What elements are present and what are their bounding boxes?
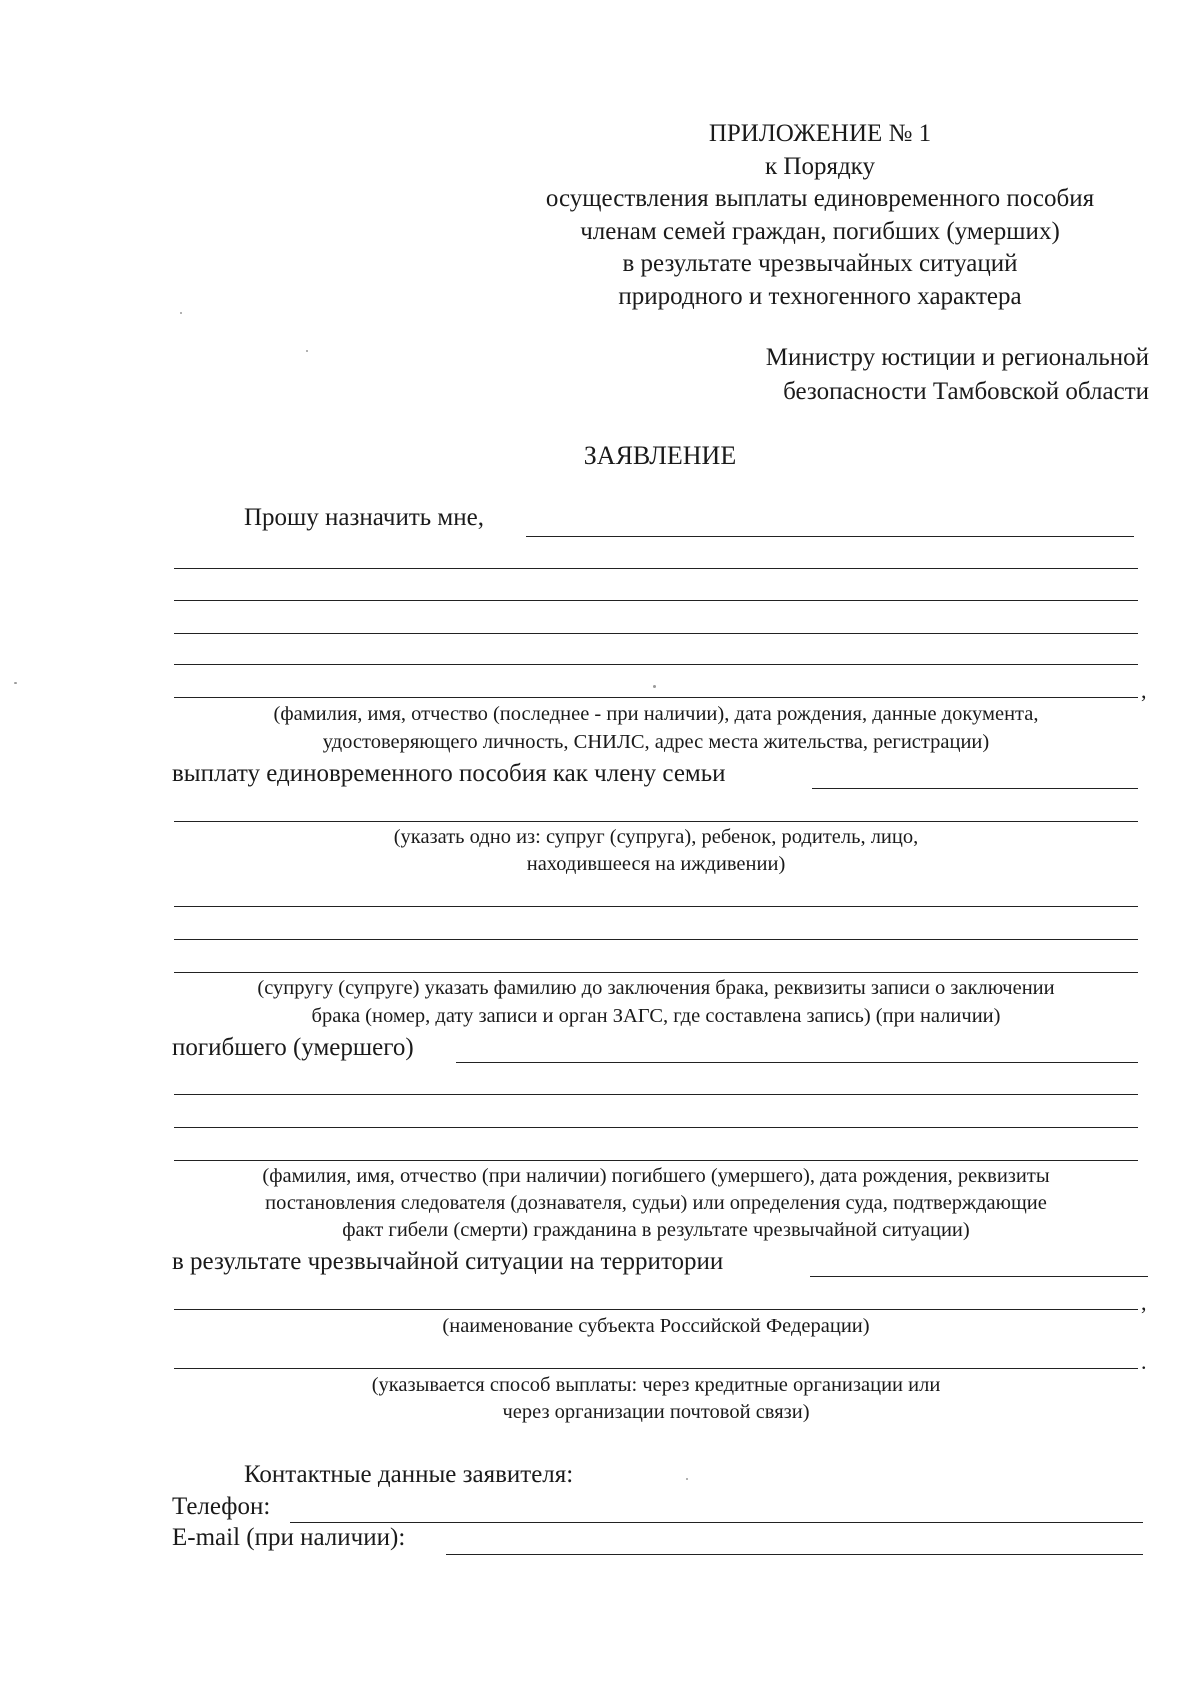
scan-speck: [653, 685, 656, 688]
spouse-input-line[interactable]: [174, 972, 1138, 973]
scan-speck: [306, 350, 308, 352]
scan-speck: [14, 682, 17, 684]
header-line: к Порядку: [765, 153, 875, 180]
hint-spouse: (супругу (супруге) указать фамилию до заключения брака, реквизиты записи о заключении: [257, 977, 1055, 999]
hint-method: через организации почтовой связи): [502, 1401, 810, 1423]
territory-input-line[interactable]: [174, 1309, 1138, 1310]
email-label: E-mail (при наличии):: [172, 1524, 406, 1551]
hint-deceased: постановления следователя (дознавателя, судьи) или определения суда, подтверждающие: [265, 1192, 1047, 1214]
header-line: природного и техногенного характера: [618, 283, 1022, 310]
addressee-line-2: безопасности Тамбовской области: [783, 378, 1149, 405]
territory-label: в результате чрезвычайной ситуации на территории: [172, 1248, 724, 1275]
spouse-input-line[interactable]: [174, 939, 1138, 940]
header-line: членам семей граждан, погибших (умерших): [580, 218, 1060, 245]
hint-applicant: удостоверяющего личность, СНИЛС, адрес места жительства, регистрации): [322, 731, 990, 753]
period-mark: .: [1141, 1349, 1147, 1374]
comma-mark: ,: [1141, 678, 1147, 703]
spouse-input-line[interactable]: [174, 906, 1138, 907]
hint-relation: находившееся на иждивении): [526, 853, 786, 875]
deceased-input-line[interactable]: [174, 1160, 1138, 1161]
hint-deceased: (фамилия, имя, отчество (при наличии) погибшего (умершего), дата рождения, реквизиты: [262, 1165, 1050, 1187]
relation-input-line[interactable]: [812, 788, 1138, 789]
scan-speck: [686, 1478, 688, 1480]
phone-input-line[interactable]: [290, 1522, 1143, 1523]
applicant-input-line[interactable]: [174, 568, 1138, 569]
hint-method: (указывается способ выплаты: через кредитные организации или: [371, 1374, 941, 1396]
email-input-line[interactable]: [446, 1554, 1143, 1555]
deceased-input-line[interactable]: [456, 1062, 1138, 1063]
territory-input-line[interactable]: [810, 1276, 1148, 1277]
applicant-input-line[interactable]: [526, 536, 1134, 537]
applicant-input-line[interactable]: [174, 633, 1138, 634]
payment-method-input-line[interactable]: [174, 1368, 1138, 1369]
document-title: ЗАЯВЛЕНИЕ: [583, 441, 737, 470]
request-label: Прошу назначить мне,: [244, 504, 484, 531]
hint-spouse: брака (номер, дату записи и орган ЗАГС, где составлена запись) (при наличии): [311, 1005, 1001, 1027]
addressee-line-1: Министру юстиции и региональной: [765, 344, 1149, 371]
scan-speck: [180, 312, 182, 314]
payment-label: выплату единовременного пособия как члену семьи: [172, 760, 726, 787]
applicant-input-line[interactable]: [174, 664, 1138, 665]
hint-applicant: (фамилия, имя, отчество (последнее - при наличии), дата рождения, данные документа,: [273, 703, 1039, 725]
relation-input-line[interactable]: [174, 821, 1138, 822]
deceased-label: погибшего (умершего): [172, 1034, 414, 1061]
phone-label: Телефон:: [172, 1493, 271, 1520]
hint-relation: (указать одно из: супруг (супруга), ребенок, родитель, лицо,: [393, 826, 919, 848]
header-line: осуществления выплаты единовременного пособия: [545, 185, 1095, 212]
applicant-input-line[interactable]: [174, 697, 1138, 698]
header-line: в результате чрезвычайных ситуаций: [622, 250, 1018, 277]
contacts-heading: Контактные данные заявителя:: [244, 1461, 574, 1488]
applicant-input-line[interactable]: [174, 600, 1138, 601]
hint-region: (наименование субъекта Российской Федерации): [442, 1315, 870, 1337]
comma-mark: ,: [1141, 1290, 1147, 1315]
appendix-number: ПРИЛОЖЕНИЕ № 1: [708, 120, 932, 147]
hint-deceased: факт гибели (смерти) гражданина в результате чрезвычайной ситуации): [342, 1219, 970, 1241]
deceased-input-line[interactable]: [174, 1127, 1138, 1128]
deceased-input-line[interactable]: [174, 1094, 1138, 1095]
